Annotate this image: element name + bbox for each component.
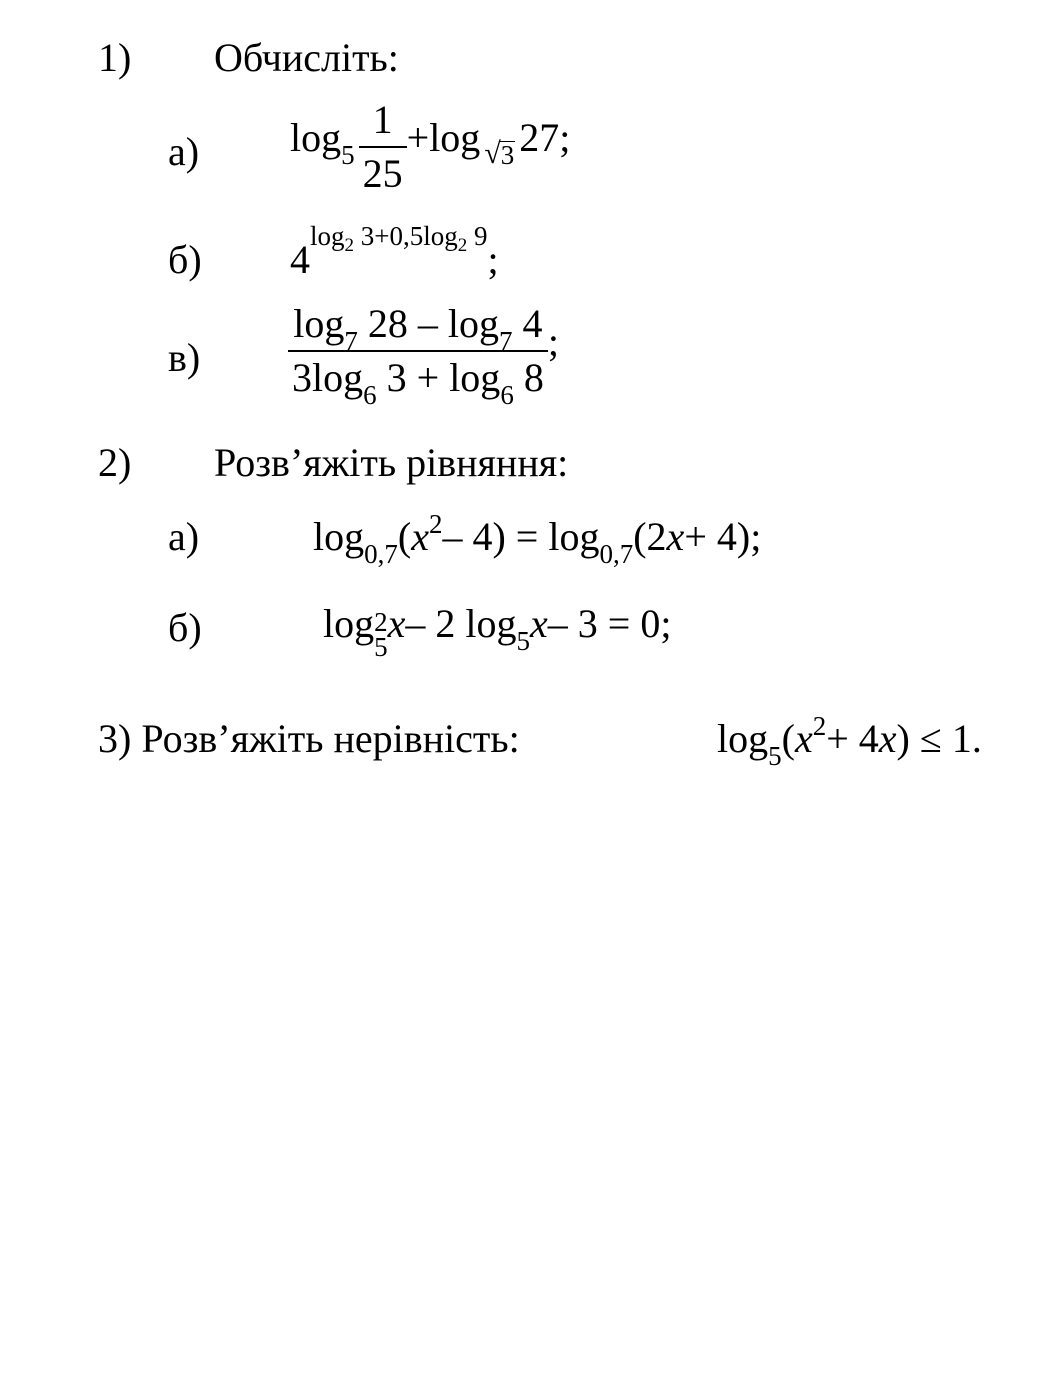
q3-rest: ) ≤ 1.	[896, 716, 982, 761]
q3-mid: + 4	[826, 716, 879, 761]
q1b-exp-base1: 2	[344, 235, 355, 256]
q1c-den-base1: 6	[363, 380, 377, 410]
q1a-log-base: 5	[341, 139, 355, 170]
q2a-pow: 2	[428, 509, 443, 539]
q2b-base2: 5	[516, 626, 531, 656]
q1c-den-base2: 6	[500, 380, 514, 410]
q2a-rest1: – 4) = log	[442, 514, 600, 559]
q1a-label: а)	[168, 129, 200, 174]
q3-var: x	[794, 716, 813, 761]
q2b-mid: – 2 log	[405, 601, 517, 646]
q2a-base2: 0,7	[599, 539, 634, 569]
q1c-den-arg2: 8	[513, 355, 544, 400]
q2b-rest: – 3 = 0;	[547, 601, 672, 646]
q2a-expression	[313, 509, 762, 569]
q1b-exp-log1: log	[310, 221, 345, 251]
q1a-fraction	[359, 97, 407, 196]
q2a-open: (	[397, 514, 412, 559]
q2b-pow-base	[374, 606, 388, 663]
q1b-label: б)	[168, 237, 202, 282]
q1a-expression: log5 $\frac{1}{25}$ +log √ 3 27;	[290, 97, 571, 196]
q1c-num-base2: 7	[499, 326, 513, 356]
q3-open: (	[781, 716, 795, 761]
q2a-open2: (2	[633, 514, 667, 559]
q1b-exp-mid: 3+0,5log	[354, 221, 458, 251]
q1b-exponent	[310, 221, 488, 256]
q2a-var2: x	[666, 514, 685, 559]
q1c-expression	[288, 301, 559, 410]
q1a-frac-num: 1	[372, 97, 393, 142]
q1a-arg: 27	[519, 114, 560, 160]
q3-var2: x	[878, 716, 897, 761]
q1b-expression	[290, 221, 499, 282]
q2b-var2: x	[530, 601, 548, 646]
q3-expression	[717, 711, 982, 771]
q1a-sqrt-radicand: 3	[500, 139, 515, 170]
q1a-log2: log	[429, 114, 481, 160]
q2a-rest2: + 4);	[684, 514, 762, 559]
q1-title: Обчисліть:	[214, 35, 399, 80]
q1a-end: ;	[559, 114, 571, 160]
q1c-num-arg2: 4	[512, 301, 543, 346]
q2b-label: б)	[168, 605, 202, 650]
q1b-exp-arg2: 9	[467, 221, 488, 251]
q3-text: 3) Розв’яжіть нерівність:	[98, 716, 520, 761]
q2b-pow: 2	[374, 606, 388, 637]
q3-pow: 2	[812, 711, 827, 741]
q1b-base: 4	[290, 237, 310, 282]
q2a-label: а)	[168, 514, 200, 559]
q2b-base: 5	[374, 632, 388, 663]
q1a-frac-den: 25	[359, 146, 407, 194]
q1c-den-log2: log	[449, 355, 501, 400]
q1c-label: в)	[168, 335, 201, 380]
q1c-num-base1: 7	[344, 326, 358, 356]
q1c-numerator	[289, 301, 546, 356]
q1c-den-arg1: 3 +	[376, 355, 450, 400]
q1c-num-arg1: 28 –	[357, 301, 448, 346]
q1b-end: ;	[487, 237, 499, 282]
q3-base: 5	[768, 741, 782, 771]
q2b-var: x	[387, 601, 406, 646]
q2-title: Розв’яжіть рівняння:	[214, 440, 569, 485]
q2a-log: log	[313, 514, 365, 559]
q2a-var: x	[411, 514, 429, 559]
q1b-exp-base2: 2	[457, 235, 468, 256]
q2-number: 2)	[98, 440, 132, 485]
q2b-expression	[323, 601, 672, 663]
q1c-fraction	[288, 301, 548, 410]
q1c-num-log1: log	[293, 301, 345, 346]
q1c-end: ;	[547, 318, 559, 364]
q1-number: 1)	[98, 35, 132, 80]
q1a-sqrt: √ 3	[484, 136, 515, 170]
q3-log: log	[717, 716, 769, 761]
q1c-den-coef: 3log	[292, 355, 364, 400]
q1c-denominator	[288, 350, 548, 410]
q1a-plus: +	[406, 114, 430, 160]
q2a-base: 0,7	[364, 539, 398, 569]
q2b-log: log	[323, 601, 375, 646]
q1c-num-log2: log	[447, 301, 500, 346]
